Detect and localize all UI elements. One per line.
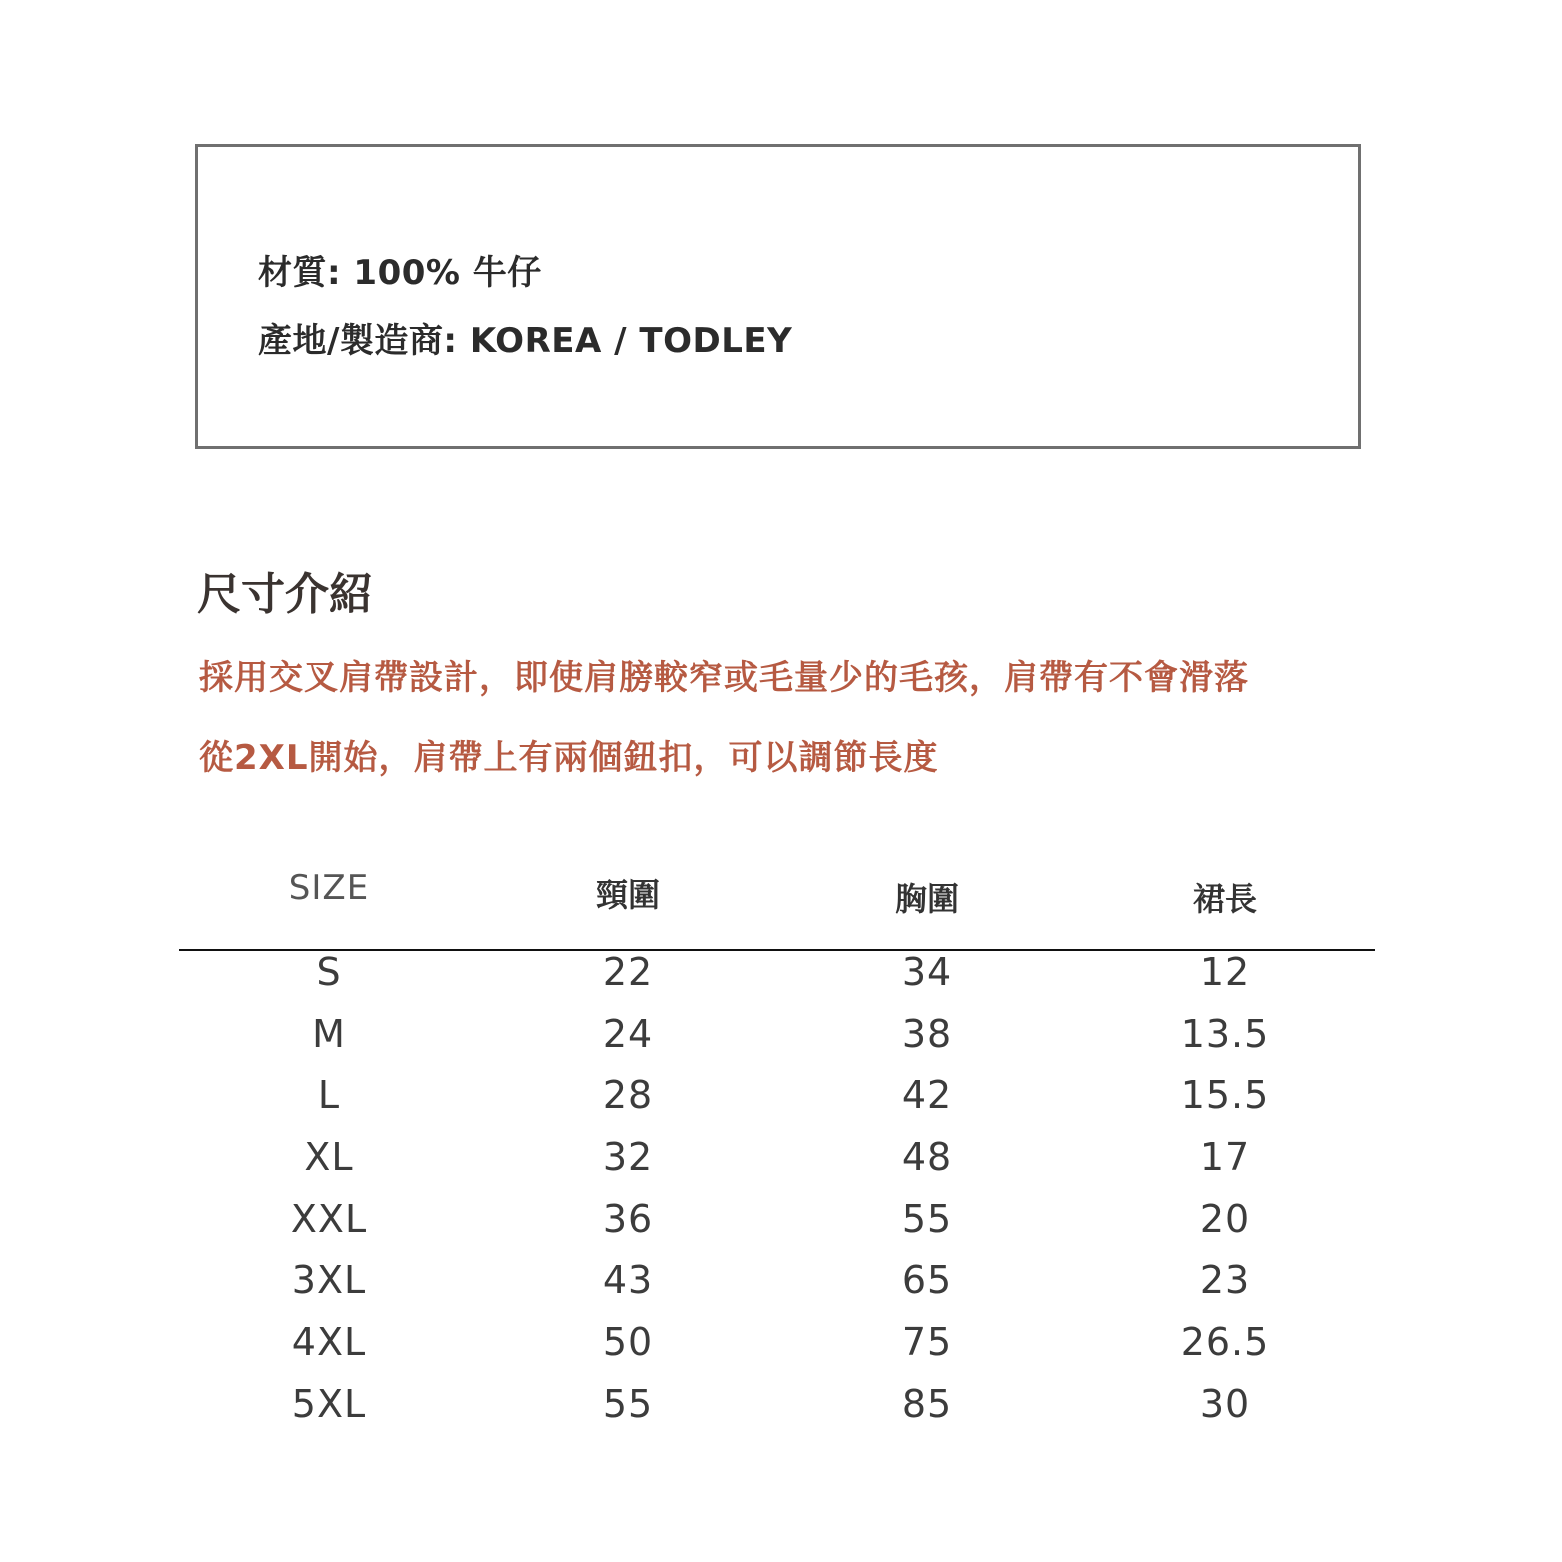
- cell-neck: 55: [602, 1381, 654, 1426]
- cell-neck: 28: [602, 1073, 654, 1118]
- cell-length: 23: [1199, 1258, 1251, 1303]
- table-row: [179, 1320, 1375, 1382]
- size-table-header: [179, 862, 1375, 950]
- cell-chest: 48: [901, 1135, 953, 1180]
- cell-size: 3XL: [291, 1258, 367, 1303]
- cell-chest: 38: [901, 1011, 953, 1056]
- cell-length: 17: [1199, 1135, 1251, 1180]
- size-table-body: [179, 950, 1375, 1444]
- cell-length: 20: [1199, 1196, 1251, 1241]
- table-row: [179, 1197, 1375, 1259]
- header-chest: 胸圍: [894, 880, 959, 918]
- cell-size: M: [312, 1011, 346, 1056]
- table-row: [179, 1382, 1375, 1444]
- cell-length: 12: [1199, 950, 1251, 994]
- cell-chest: 75: [901, 1320, 953, 1365]
- table-row: [179, 950, 1375, 1012]
- cell-size: 5XL: [291, 1381, 367, 1426]
- cell-neck: 36: [602, 1196, 654, 1241]
- cell-neck: 43: [602, 1258, 654, 1303]
- cell-chest: 42: [901, 1073, 953, 1118]
- cell-chest: 34: [901, 950, 953, 994]
- cell-chest: 65: [901, 1258, 953, 1303]
- product-info-box: [195, 144, 1361, 449]
- size-note-1: 採用交叉肩帶設計，即使肩膀較窄或毛量少的毛孩，肩帶有不會滑落: [199, 658, 1249, 698]
- cell-neck: 24: [602, 1011, 654, 1056]
- table-row: [179, 1012, 1375, 1074]
- cell-length: 15.5: [1180, 1073, 1270, 1118]
- cell-neck: 50: [602, 1320, 654, 1365]
- origin-manufacturer-text: 產地/製造商: KOREA / TODLEY: [258, 321, 793, 361]
- cell-neck: 22: [602, 950, 654, 994]
- header-size: SIZE: [288, 868, 370, 908]
- cell-chest: 55: [901, 1196, 953, 1241]
- cell-size: XXL: [290, 1196, 368, 1241]
- material-text: 材質: 100% 牛仔: [258, 253, 542, 293]
- cell-size: XL: [304, 1135, 354, 1180]
- table-row: [179, 1073, 1375, 1135]
- cell-chest: 85: [901, 1381, 953, 1426]
- size-section-title: 尺寸介紹: [197, 569, 373, 620]
- cell-length: 26.5: [1180, 1320, 1270, 1365]
- header-length: 裙長: [1192, 880, 1257, 918]
- cell-size: S: [316, 950, 342, 994]
- cell-length: 30: [1199, 1381, 1251, 1426]
- cell-size: L: [317, 1073, 341, 1118]
- cell-size: 4XL: [291, 1320, 367, 1365]
- table-row: [179, 1258, 1375, 1320]
- cell-neck: 32: [602, 1135, 654, 1180]
- size-table: [179, 862, 1375, 1444]
- table-row: [179, 1135, 1375, 1197]
- size-note-2: 從2XL開始，肩帶上有兩個鈕扣，可以調節長度: [199, 738, 939, 778]
- cell-length: 13.5: [1180, 1011, 1270, 1056]
- header-neck: 頸圍: [595, 876, 660, 914]
